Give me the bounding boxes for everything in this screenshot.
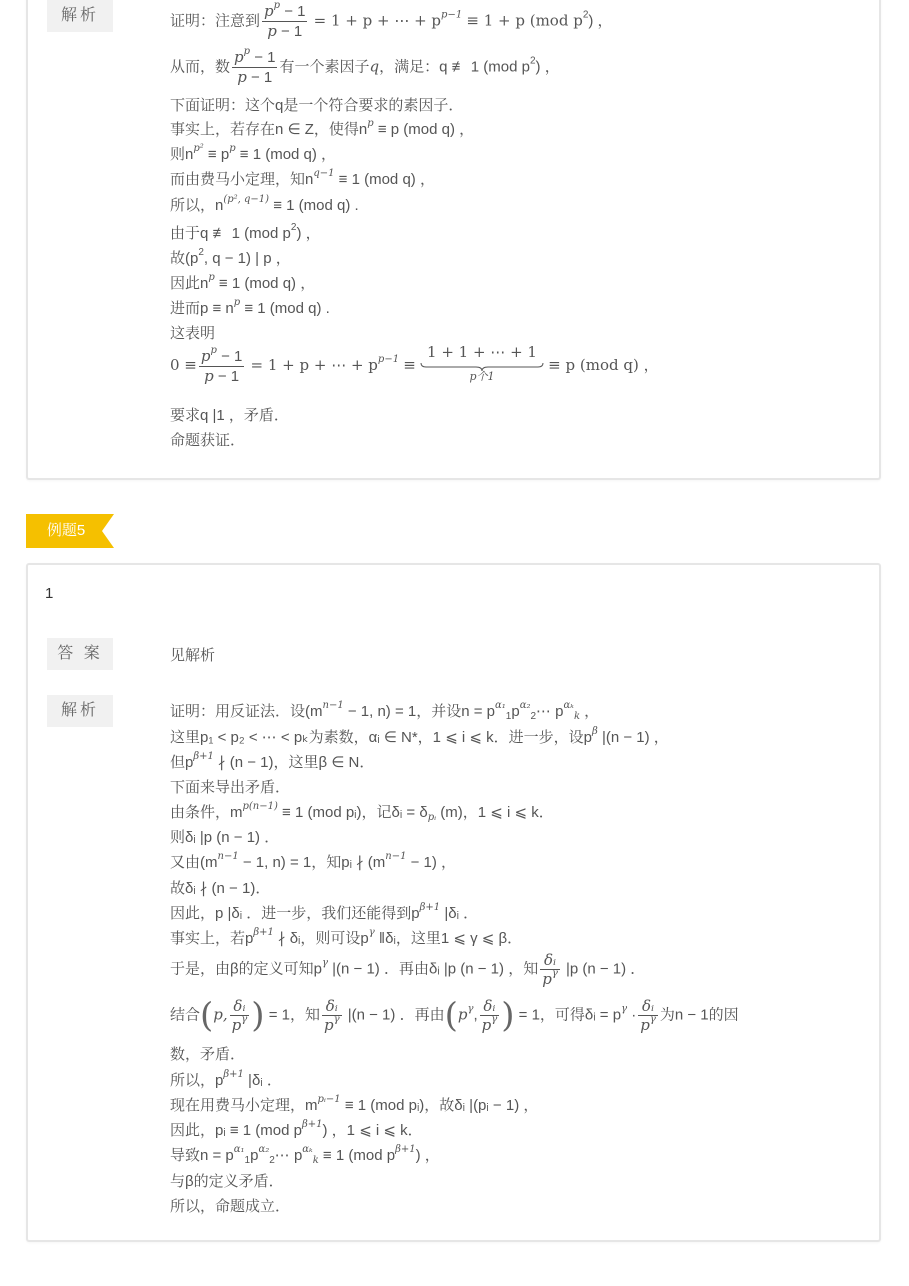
proof-line-a16: 因此，pᵢ ≡ 1 (mod $p^{\beta+1}$) ，1 ⩽ i ⩽ k．: [170, 1119, 423, 1139]
proof-line-8: 由于q ≢ 1 (mod $p^2$) ，: [170, 222, 321, 242]
proof-line-a15: 现在用费马小定理，$m^{pᵢ-1} \equiv 1$ (mod pᵢ)，故δᵢ |(pᵢ − 1) ，: [170, 1094, 539, 1114]
analysis-label: 解析: [47, 0, 113, 32]
proof-line-15: 命题获证．: [170, 432, 246, 449]
proof-line-13: 0 ≡ $\frac{p^p - 1}{p - 1}$ = 1 + p + ⋯ + $p^{p-1}$ ≡ 1 + 1 + ⋯ + 1 p个1 ≡ p (mod q) ，: [170, 343, 659, 385]
proof-line-a19: 所以，命题成立．: [170, 1198, 291, 1215]
proof-line-7: 所以，$n^{(p^2, q-1)} \equiv 1$ (mod q) .: [170, 194, 359, 214]
proof-line-14: 要求q |1 ，矛盾．: [170, 407, 289, 424]
proof-line-12: 这表明: [170, 325, 216, 342]
proof-line-a14: 所以，$p^{\beta+1}$ |δᵢ ．: [170, 1069, 282, 1089]
proof-line-2: 从而，数 $\frac{p^p - 1}{p - 1}$ 有一个素因子q，满足：q ≢ 1 (mod $p^2$) ，: [170, 46, 560, 86]
proof-line-3: 下面证明：这个q是一个符合要求的素因子．: [170, 97, 464, 114]
proof-line-a17: 导致$n = p^{\alpha_1}_1p^{\alpha_2}_2\cdots$ $p^{\alpha_k}_k \equiv 1$ (mod $p^{\beta+1}$) ，: [170, 1144, 440, 1166]
proof-line-a13: 数，矛盾．: [170, 1046, 246, 1063]
answer-label: 答 案: [47, 638, 113, 670]
example-tag: [26, 514, 114, 548]
analysis-label: 解析: [47, 695, 113, 727]
proof-line-5: 则$n^{p^2} \equiv p^p \equiv 1$ (mod q) ，: [170, 143, 337, 163]
proof-line-1: 证明：注意到 $\frac{p^p - 1}{p - 1}$ = 1 + p + ⋯ + $p^{p-1} \equiv 1 + p$ (mod $p^2$) ，: [170, 0, 613, 40]
proof-line-a2: 这里p₁ < p₂ < ⋯ < pₖ为素数，αᵢ ∈ N*，1 ⩽ i ⩽ k．进一步，设$p^\beta$ |(n − 1) ，: [170, 726, 669, 746]
proof-line-a10: 事实上，若$p^{\beta+1}$ ∤ δᵢ，则可设$p^\gamma$ ‖δᵢ，这里1 ⩽ γ ⩽ β．: [170, 927, 523, 947]
proof-line-9: 故($p^2$, q − 1) | p ，: [170, 247, 291, 267]
proof-line-a4: 下面来导出矛盾．: [170, 779, 291, 796]
proof-line-a11: 于是，由β的定义可知$p^\gamma$ |(n − 1) ．再由δᵢ |p (n − 1) ，知 $\frac{\text{δᵢ}}{p^\gamma}$ |p (n − 1) ．: [170, 951, 646, 988]
proof-line-a18: 与β的定义矛盾．: [170, 1173, 284, 1190]
proof-line-11: 进而$p \equiv n^p \equiv 1$ (mod q) .: [170, 297, 330, 317]
proof-line-a12: 结合(p, $\frac{\text{δᵢ}}{p^\gamma}$ ) = 1，知 $\frac{\text{δᵢ}}{p^\gamma}$ |(n − 1) ．再由($p^\gamma$, $\frac{\text{δᵢ}}{p^\gamma}$ ) = 1，可得δᵢ = $p^\gamma$ · $\frac{\text{δᵢ}}{p^\gamma}$ 为n − 1的因: [170, 995, 739, 1036]
solution-card-previous: [26, 0, 881, 480]
proof-line-10: 因此$n^p \equiv 1$ (mod q) ，: [170, 272, 316, 292]
proof-line-a8: 故δᵢ ∤ (n − 1)．: [170, 880, 271, 897]
proof-line-6: 而由费马小定理，知$n^{q-1} \equiv 1$ (mod q) ，: [170, 168, 435, 188]
proof-line-4: 事实上，若存在n ∈ Z，使得$n^p \equiv p$ (mod q) ，: [170, 118, 475, 138]
proof-line-a7: 又由($m^{n-1} - 1$, n) = 1，知pᵢ ∤ $(m^{n-1} - 1)$ ，: [170, 851, 457, 871]
problem-number: 1: [45, 585, 54, 602]
proof-line-a5: 由条件，$m^{p(n-1)} \equiv 1$ (mod pᵢ)，记δᵢ = $\delta_{pᵢ}$ (m)，1 ⩽ i ⩽ k．: [170, 801, 554, 823]
proof-line-a3: 但$p^{\beta+1}$ ∤ (n − 1)，这里β ∈ N．: [170, 751, 375, 771]
proof-line-a6: 则δᵢ |p (n − 1) ．: [170, 829, 280, 846]
proof-line-a1: 证明：用反证法．设($m^{n-1} - 1$, n) = 1，并设$n = p^{\alpha_1}_1p^{\alpha_2}_2\cdots$ $p^{\alpha_k}_k$ ，: [170, 700, 600, 722]
answer-text: 见解析: [170, 647, 216, 664]
example-tag-label: 例题5: [46, 522, 86, 539]
problem-card: [26, 563, 881, 1242]
underbrace: 1 + 1 + ⋯ + 1 p个1: [420, 342, 544, 383]
proof-line-a9: 因此，p |δᵢ ．进一步，我们还能得到$p^{\beta+1}$ |δᵢ ．: [170, 902, 479, 922]
